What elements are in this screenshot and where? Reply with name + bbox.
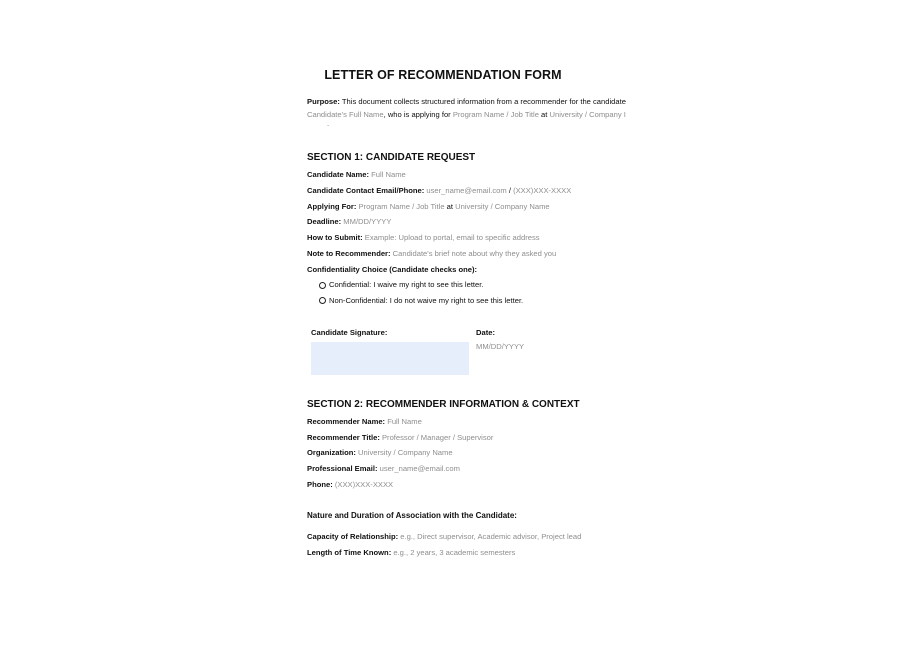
signature-date-input[interactable]: MM/DD/YYYY <box>476 342 525 351</box>
applying-at-text: at <box>444 201 456 211</box>
candidate-phone-input[interactable]: (XXX)XXX-XXXX <box>513 185 572 195</box>
recommender-title-field <box>307 433 493 443</box>
recommender-name-label: Recommender Name: <box>307 417 386 426</box>
purpose-text-2: , who is applying for <box>383 109 453 119</box>
candidate-name-field <box>307 170 406 180</box>
professional-email-input[interactable]: user_name@email.com <box>377 463 460 473</box>
candidate-contact-label: Candidate Contact Email/Phone: <box>307 185 425 195</box>
deadline-label: Deadline: <box>307 217 342 226</box>
capacity-input[interactable]: e.g., Direct supervisor, Academic advisor, Project lead <box>398 532 582 541</box>
program-placeholder[interactable]: Program Name / Job Title <box>452 109 539 119</box>
recommender-title-input[interactable]: Professor / Manager / Supervisor <box>379 432 494 442</box>
phone-input[interactable]: (XXX)XXX-XXXX <box>332 479 394 489</box>
confidential-option[interactable] <box>319 280 483 290</box>
phone-label: Phone: <box>307 479 333 489</box>
how-to-submit-field <box>307 233 540 243</box>
non-confidential-option[interactable] <box>319 296 523 306</box>
professional-email-label: Professional Email: <box>307 463 378 473</box>
applying-org-input[interactable]: University / Company Name <box>455 201 550 211</box>
applying-for-label: Applying For: <box>307 201 357 211</box>
note-to-recommender-input[interactable]: Candidate's brief note about why they asked you <box>390 248 557 258</box>
capacity-field <box>307 532 581 542</box>
purpose-text-3: at <box>538 109 550 119</box>
applying-for-field <box>307 202 550 212</box>
deadline-field <box>307 217 391 227</box>
purpose-label: Purpose: <box>307 97 340 106</box>
organization-label: Organization: <box>307 448 356 457</box>
confidential-radio[interactable] <box>319 282 326 289</box>
candidate-name-input[interactable]: Full Name <box>369 170 406 179</box>
purpose-text: This document collects structured information from a recommender for the candidate <box>339 97 626 106</box>
length-known-field <box>307 548 515 558</box>
applying-program-input[interactable]: Program Name / Job Title <box>356 201 445 211</box>
form-title: LETTER OF RECOMMENDATION FORM <box>324 68 562 82</box>
section-2-heading: SECTION 2: RECOMMENDER INFORMATION & CONTEXT <box>307 399 580 410</box>
candidate-signature-field[interactable] <box>311 342 469 375</box>
candidate-signature-label: Candidate Signature: <box>311 328 388 337</box>
how-to-submit-label: How to Submit: <box>307 233 363 242</box>
organization-field <box>307 448 453 458</box>
section-1-heading: SECTION 1: CANDIDATE REQUEST <box>307 152 476 163</box>
non-confidential-option-label: Non-Confidential: I do not waive my right to see this letter. <box>329 295 524 305</box>
association-heading: Nature and Duration of Association with the Candidate: <box>307 511 517 520</box>
date-label: Date: <box>476 328 495 337</box>
confidentiality-label <box>307 265 477 275</box>
phone-field <box>307 480 393 490</box>
professional-email-field <box>307 464 460 474</box>
non-confidential-radio[interactable] <box>319 297 326 304</box>
contact-separator: / <box>506 185 514 195</box>
confidentiality-label-text: Confidentiality Choice (Candidate checks one): <box>307 264 478 274</box>
organization-input[interactable]: University / Company Name <box>355 448 453 457</box>
note-to-recommender-field <box>307 249 556 259</box>
note-to-recommender-label: Note to Recommender: <box>307 248 391 258</box>
candidate-name-label: Candidate Name: <box>307 170 370 179</box>
organization-placeholder[interactable]: University / Company I <box>549 109 626 119</box>
candidate-contact-field <box>307 186 571 196</box>
purpose-paragraph <box>307 96 642 127</box>
recommender-name-input[interactable]: Full Name <box>385 417 422 426</box>
length-known-input[interactable]: e.g., 2 years, 3 academic semesters <box>391 548 516 557</box>
deadline-input[interactable]: MM/DD/YYYY <box>341 217 392 226</box>
purpose-trailing-period: . <box>327 119 330 128</box>
how-to-submit-input[interactable]: Example: Upload to portal, email to specific address <box>362 233 540 242</box>
capacity-label: Capacity of Relationship: <box>307 532 399 541</box>
confidential-option-label: Confidential: I waive my right to see this letter. <box>329 280 484 289</box>
length-known-label: Length of Time Known: <box>307 548 392 557</box>
recommender-name-field <box>307 417 422 427</box>
recommender-title-label: Recommender Title: <box>307 432 380 442</box>
candidate-name-placeholder[interactable]: Candidate's Full Name <box>307 109 384 119</box>
candidate-email-input[interactable]: user_name@email.com <box>424 185 507 195</box>
